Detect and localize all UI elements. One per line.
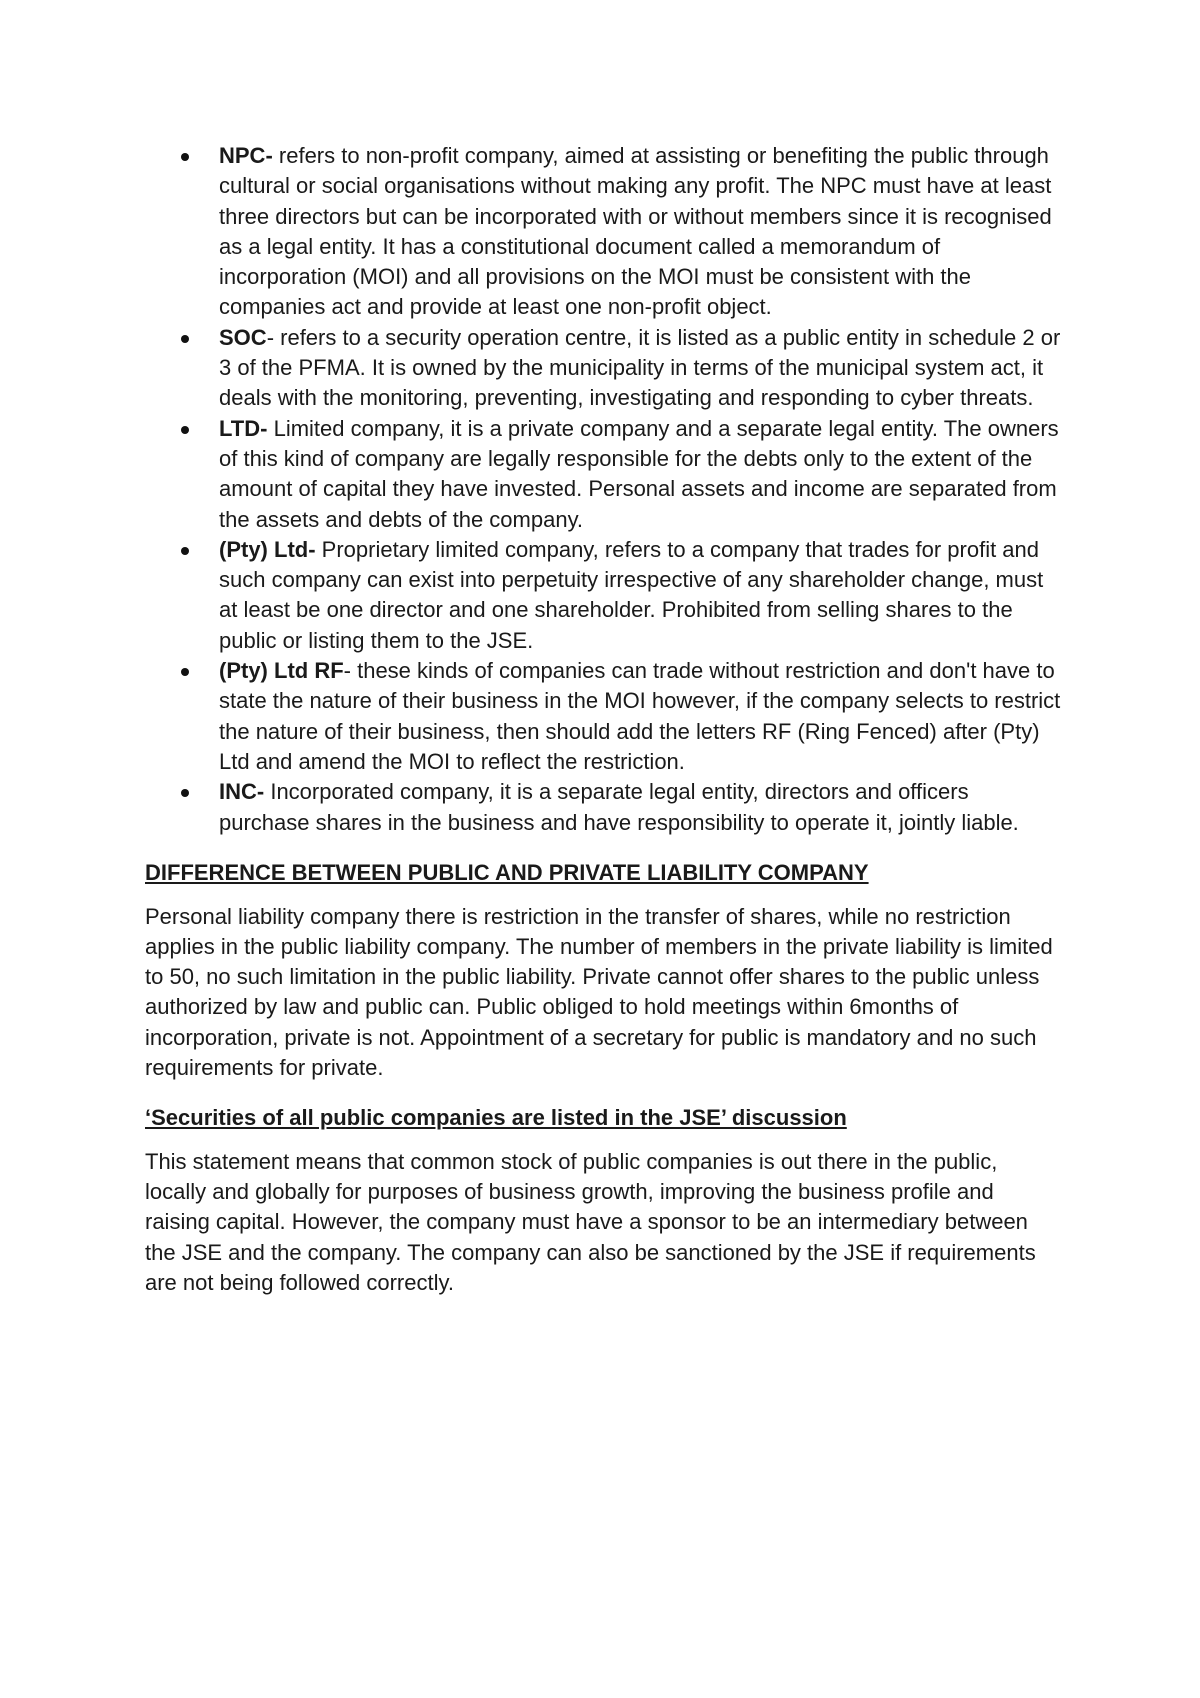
term-description: Incorporated company, it is a separate legal entity, directors and officers purchase shares in the business and have responsibility to operate it, jointly liable. (219, 779, 1019, 835)
section-paragraph-difference: Personal liability company there is restriction in the transfer of shares, while no restriction applies in the public liability company. The number of members in the private liability is limited to 50, no such limitation in the public liability. Private cannot offer shares to the public unless authorized by law and public can. Public obliged to hold meetings within 6months of incorporation, private is not. Appointment of a secretary for public is mandatory and no such requirements for private. (145, 903, 1053, 1080)
term-label: (Pty) Ltd RF (219, 658, 344, 684)
list-item (145, 777, 1061, 838)
term-label: SOC (219, 324, 267, 350)
bullet-dot-icon (181, 153, 189, 161)
bullet-dot-icon (181, 426, 189, 434)
list-item (145, 656, 1061, 777)
bullet-dot-icon (181, 335, 189, 343)
term-label: LTD- (219, 415, 268, 441)
section-heading-difference: DIFFERENCE BETWEEN PUBLIC AND PRIVATE LIABILITY COMPANY (145, 859, 869, 885)
company-types-list (145, 141, 1085, 838)
bullet-dot-icon (181, 668, 189, 676)
term-description: - refers to a security operation centre, it is listed as a public entity in schedule 2 or 3 of the PFMA. It is owned by the municipality in terms of the municipal system act, it deals with the monitoring, preventing, investigating and responding to cyber threats. (219, 324, 1061, 411)
list-item (145, 141, 1061, 323)
term-description: Proprietary limited company, refers to a company that trades for profit and such company can exist into perpetuity irrespective of any shareholder change, must at least be one director and one shareholder. Prohibited from selling shares to the public or listing them to the JSE. (219, 536, 1044, 653)
term-description: Limited company, it is a private company and a separate legal entity. The owners of this kind of company are legally responsible for the debts only to the extent of the amount of capital they have invested. Personal assets and income are separated from the assets and debts of the company. (219, 415, 1059, 532)
bullet-dot-icon (181, 547, 189, 555)
term-label: NPC- (219, 143, 273, 168)
bullet-dot-icon (181, 789, 189, 797)
document-page (145, 141, 1085, 1298)
term-description: - these kinds of companies can trade without restriction and don't have to state the nature of their business in the MOI however, if the company selects to restrict the nature of their business, then should add the letters RF (Ring Fenced) after (Pty) Ltd and amend the MOI to reflect the restriction. (219, 658, 1061, 774)
term-label: INC- (219, 779, 265, 805)
list-item (145, 414, 1061, 535)
term-description: refers to non-profit company, aimed at assisting or benefiting the public through cultural or social organisations without making any profit. The NPC must have at least three directors but can be incorporated with or without members since it is recognised as a legal entity. It has a constitutional document called a memorandum of incorporation (MOI) and all provisions on the MOI must be consistent with the companies act and provide at least one non-profit object. (219, 143, 1052, 320)
term-label: (Pty) Ltd- (219, 536, 316, 562)
list-item (145, 323, 1061, 414)
section-heading-securities: ‘Securities of all public companies are listed in the JSE’ discussion (145, 1105, 847, 1131)
section-paragraph-securities: This statement means that common stock of public companies is out there in the public, locally and globally for purposes of business growth, improving the business profile and raising capital. However, the company must have a sponsor to be an intermediary between the JSE and the company. The company can also be sanctioned by the JSE if requirements are not being followed correctly. (145, 1149, 1036, 1295)
list-item (145, 535, 1061, 656)
